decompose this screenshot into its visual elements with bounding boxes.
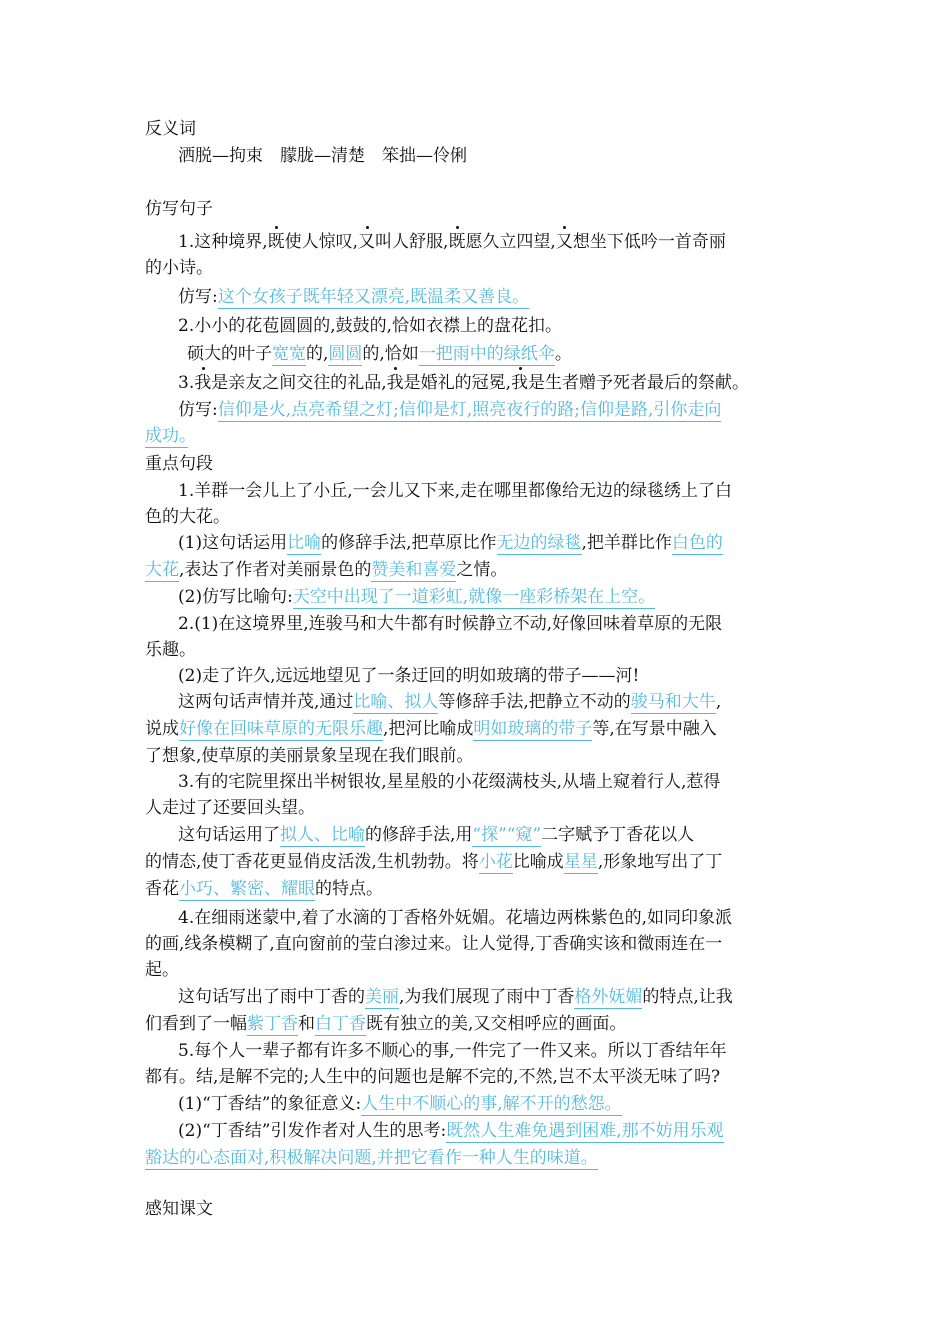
emphasis-word: 我 (387, 370, 404, 396)
answer-text: 格外妩媚 (574, 987, 643, 1007)
text-segment: ,为我们展现了雨中丁香 (399, 987, 575, 1007)
answer-text: 白丁香 (315, 1014, 366, 1034)
key-1-q1-line-2 (145, 557, 507, 583)
key-1-q2-line (178, 584, 655, 610)
answer-label: 仿写: (178, 400, 218, 420)
key-4-line-2: 的画,线条模糊了,直向窗前的莹白渗过来。让人觉得,丁香确实该和微雨连在一 (145, 934, 723, 954)
key-3-line-2: 人走过了还要回头望。 (145, 798, 315, 818)
answer-text: 明如玻璃的带子 (473, 719, 593, 739)
answer-text: 宽宽 (272, 344, 306, 364)
text-segment: 这句话运用了 (178, 825, 280, 845)
answer-text: 一把雨中的绿纸伞 (418, 344, 555, 364)
key-3-line-1: 3.有的宅院里探出半树银妆,星星般的小花缀满枝头,从墙上窥着行人,惹得 (178, 772, 721, 792)
answer-text: 既然人生难免遇到困难,那不妨用乐观 (446, 1121, 724, 1141)
text-segment: 想坐下低吟一首奇丽 (572, 232, 726, 252)
antonyms-heading: 反义词 (145, 119, 196, 139)
emphasis-word: 我 (511, 370, 528, 396)
key-1-q1-line-1 (178, 530, 723, 556)
text-segment: (2)“丁香结”引发作者对人生的思考: (178, 1121, 447, 1141)
text-segment: 的,恰如 (362, 344, 419, 364)
answer-text: 比喻 (287, 533, 322, 553)
text-segment: ,把羊群比作 (581, 533, 672, 553)
key-4-comment-line-1 (178, 984, 733, 1010)
key-4-line-3: 起。 (145, 960, 179, 980)
answer-text: 这个女孩子既年轻又漂亮,既温柔又善良。 (217, 287, 530, 307)
key-4-comment-line-2 (145, 1011, 626, 1037)
text-segment: 。 (554, 344, 572, 364)
key-2-line-3: (2)走了许久,远远地望见了一条迂回的明如玻璃的带子——河! (178, 666, 640, 686)
emphasis-word: 既 (448, 229, 465, 255)
imitation-2-answer-line (187, 341, 572, 367)
answer-text: 紫丁香 (247, 1014, 298, 1034)
answer-text: 星星 (563, 852, 598, 872)
key-5-q1-line (178, 1091, 622, 1117)
text-segment: ,表达了作者对美丽景色的 (179, 560, 372, 580)
text-segment: ,把河比喻成 (383, 719, 474, 739)
imitation-3-answer-line (178, 397, 721, 423)
text-segment: 硕大的叶子 (187, 344, 272, 364)
answer-label: 仿写: (178, 287, 218, 307)
imitation-sentence-3 (178, 370, 749, 396)
key-2-comment-line-2 (145, 716, 717, 742)
key-2-line-1: 2.(1)在这境界里,连骏马和大牛都有时候静立不动,好像回味着草原的无限 (178, 614, 723, 634)
key-3-comment-line-1 (178, 822, 694, 848)
text-segment: 们看到了一幅 (145, 1014, 247, 1034)
answer-text: 好像在回味草原的无限乐趣 (179, 719, 383, 739)
text-segment: , (715, 692, 722, 712)
key-5-line-1: 5.每个人一辈子都有许多不顺心的事,一件完了一件又来。所以丁香结年年 (178, 1041, 727, 1061)
key-5-q2-line-1 (178, 1118, 724, 1144)
answer-text: 天空中出现了一道彩虹,就像一座彩桥架在上空。 (292, 587, 656, 607)
text-segment: 的情态,使丁香花更显俏皮活泼,生机勃勃。将 (145, 852, 479, 872)
antonyms-line: 洒脱—拘束 朦胧—清楚 笨拙—伶俐 (178, 146, 467, 166)
perception-heading: 感知课文 (145, 1199, 213, 1219)
key-3-comment-line-2 (145, 849, 722, 875)
imitation-3-answer-cont (145, 423, 205, 449)
text-segment: 的修辞手法,用 (365, 825, 473, 845)
answer-text: 小巧、繁密、耀眼 (179, 879, 315, 899)
text-segment: 既有独立的美,又交相呼应的画面。 (366, 1014, 627, 1034)
text-segment: 的, (306, 344, 329, 364)
text-segment: 这句话写出了雨中丁香的 (178, 987, 365, 1007)
key-5-q2-line-2 (145, 1145, 598, 1171)
key-1-line-2: 色的大花。 (145, 507, 230, 527)
key-2-comment-line-1 (178, 689, 721, 715)
answer-text: 大花 (145, 560, 179, 580)
emphasis-word: 既 (268, 229, 285, 255)
text-segment: ,形象地写出了丁 (597, 852, 723, 872)
answer-text: 成功。 (145, 426, 188, 446)
text-segment: 的特点,让我 (642, 987, 733, 1007)
text-segment: 和 (298, 1014, 315, 1034)
key-1-line-1: 1.羊群一会儿上了小丘,一会儿又下来,走在哪里都像给无边的绿毯绣上了白 (178, 481, 733, 501)
emphasis-word: 又 (358, 229, 375, 255)
text-segment: 3. (178, 373, 195, 393)
key-5-line-2: 都有。结,是解不完的;人生中的问题也是解不完的,不然,岂不太平淡无味了吗? (145, 1067, 721, 1087)
answer-text: 赞美和喜爱 (371, 560, 457, 580)
text-segment: 的特点。 (315, 879, 383, 899)
text-segment: 使人惊叹, (284, 232, 359, 252)
text-segment: 之情。 (456, 560, 508, 580)
key-2-comment-line-3: 了想象,使草原的美丽景象呈现在我们眼前。 (145, 746, 474, 766)
answer-text: 人生中不顺心的事,解不开的愁怨。 (361, 1094, 622, 1114)
text-segment: 这两句话声情并茂,通过 (178, 692, 354, 712)
imitation-sentence-1-cont: 的小诗。 (145, 258, 213, 278)
text-segment: 说成 (145, 719, 179, 739)
text-segment: 等修辞手法,把静立不动的 (438, 692, 631, 712)
key-passages-heading: 重点句段 (145, 454, 213, 474)
emphasis-word: 我 (194, 370, 211, 396)
key-3-comment-line-3 (145, 876, 383, 902)
answer-text: 小花 (478, 852, 513, 872)
answer-text: 美丽 (365, 987, 399, 1007)
text-segment: 愿久立四望, (465, 232, 556, 252)
answer-text: 骏马和大牛 (630, 692, 716, 712)
text-segment: 1.这种境界, (178, 232, 268, 252)
text-segment: 是婚礼的冠冕, (403, 373, 512, 393)
answer-text: “探”“窥” (472, 825, 542, 845)
key-2-line-2: 乐趣。 (145, 640, 196, 660)
answer-text: 拟人、比喻 (280, 825, 365, 845)
text-segment: 是生者赠予死者最后的祭献。 (528, 373, 750, 393)
key-4-line-1: 4.在细雨迷蒙中,着了水滴的丁香格外妩媚。花墙边两株紫色的,如同印象派 (178, 908, 733, 928)
text-segment: (2)仿写比喻句: (178, 587, 293, 607)
imitation-1-answer-line (178, 284, 529, 310)
text-segment: 等,在写景中融入 (592, 719, 717, 739)
text-segment: 香花 (145, 879, 179, 899)
answer-text: 比喻、拟人 (353, 692, 439, 712)
answer-text: 豁达的心态面对,积极解决问题,并把它看作一种人生的味道。 (145, 1148, 598, 1168)
imitation-sentence-2: 2.小小的花苞圆圆的,鼓鼓的,恰如衣襟上的盘花扣。 (178, 316, 563, 336)
emphasis-word: 又 (556, 229, 573, 255)
text-segment: 二字赋予丁香花以人 (541, 825, 695, 845)
text-segment: (1)“丁香结”的象征意义: (178, 1094, 362, 1114)
answer-text: 白色的 (671, 533, 723, 553)
imitation-sentence-1 (178, 229, 726, 255)
answer-text: 无边的绿毯 (496, 533, 582, 553)
text-segment: 叫人舒服, (375, 232, 449, 252)
answer-text: 信仰是火,点亮希望之灯;信仰是灯,照亮夜行的路;信仰是路,引你走向 (217, 400, 722, 420)
text-segment: 的修辞手法,把草原比作 (321, 533, 497, 553)
text-segment: (1)这句话运用 (178, 533, 288, 553)
answer-text: 圆圆 (328, 344, 363, 364)
text-segment: 比喻成 (512, 852, 564, 872)
imitation-heading: 仿写句子 (145, 199, 213, 219)
text-segment: 是亲友之间交往的礼品, (211, 373, 387, 393)
